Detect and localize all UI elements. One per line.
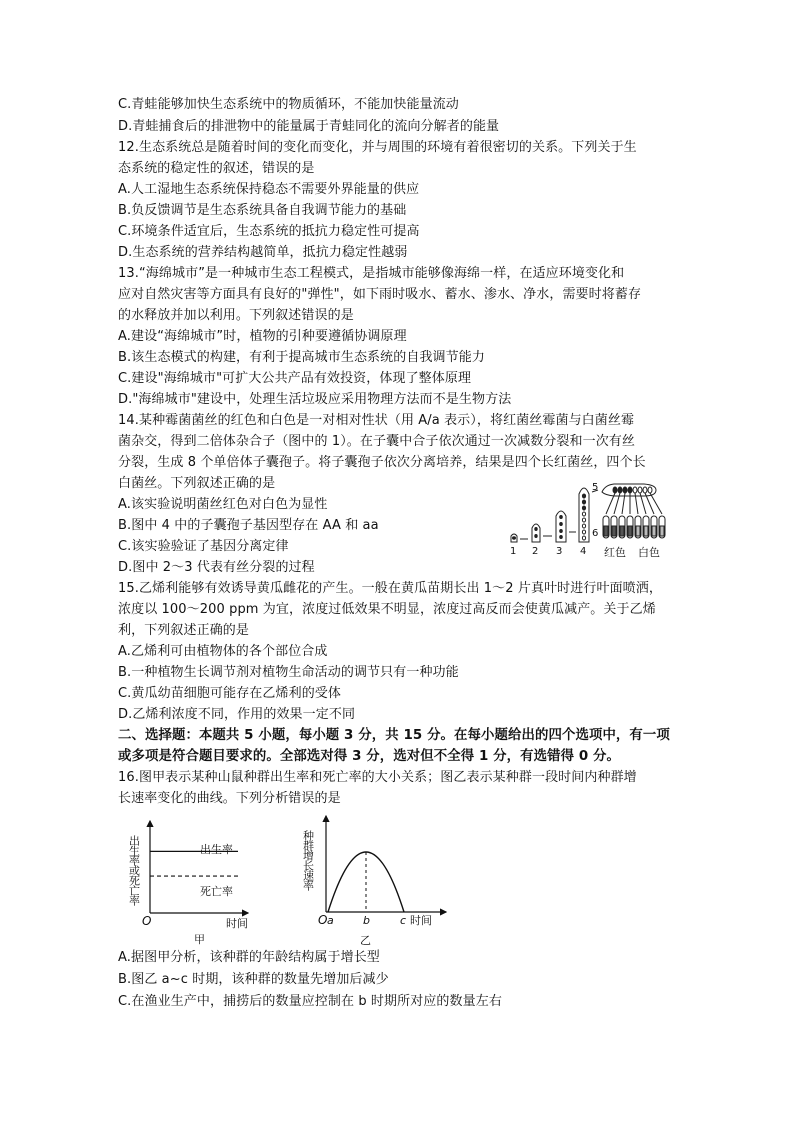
figure-label-2: 2 <box>532 546 539 557</box>
q14-option-a: A.该实验说明菌丝红色对白色为显性 <box>118 497 328 512</box>
q16-option-a: A.据图甲分析，该种群的年龄结构属于增长型 <box>118 950 380 965</box>
q12-option-b: B.负反馈调节是生态系统具备自我调节能力的基础 <box>118 203 407 218</box>
q15-option-a: A.乙烯利可由植物体的各个部位合成 <box>118 644 328 659</box>
q16-stem-line-1: 16.图甲表示某种山鼠种群出生率和死亡率的大小关系；图乙表示某种群一段时间内种群增 <box>118 770 637 785</box>
q11-option-d: D.青蛙捕食后的排泄物中的能量属于青蛙同化的流向分解者的能量 <box>118 119 500 134</box>
figure-label-white: 白色 <box>638 546 660 559</box>
q15-stem-line-3: 利，下列叙述正确的是 <box>118 623 250 638</box>
q16-stem-line-2: 长速率变化的曲线。下列分析错误的是 <box>118 791 341 806</box>
figure-label-6: 6 <box>592 528 599 539</box>
figure-label-4: 4 <box>580 546 587 557</box>
figure-a-caption: 甲 <box>194 933 205 946</box>
figure-a-death-label: 死亡率 <box>200 885 233 898</box>
figure-b-caption: 乙 <box>360 934 371 947</box>
figure-a-birth-death <box>120 815 260 950</box>
q15-option-b: B.一种植物生长调节剂对植物生命活动的调节只有一种功能 <box>118 665 459 680</box>
q15-option-d: D.乙烯利浓度不同，作用的效果一定不同 <box>118 707 356 722</box>
q13-option-d: D."海绵城市"建设中，处理生活垃圾应采用物理方法而不是生物方法 <box>118 392 512 407</box>
figure-b-tick-a: a <box>327 914 334 927</box>
q13-option-c: C.建设"海绵城市"可扩大公共产品有效投资，体现了整体原理 <box>118 371 472 386</box>
q11-option-c: C.青蛙能够加快生态系统中的物质循环，不能加快能量流动 <box>118 97 459 112</box>
q12-stem-line-2: 态系统的稳定性的叙述，错误的是 <box>118 161 315 176</box>
figure-b-y-axis-label: 种群增长速率 <box>301 830 315 890</box>
q16-option-c: C.在渔业生产中，捕捞后的数量应控制在 b 时期所对应的数量左右 <box>118 994 502 1009</box>
q14-stem-line-4: 白菌丝。下列叙述正确的是 <box>118 476 276 491</box>
figure-b-tick-b: b <box>363 914 370 927</box>
figure-a-birth-label: 出生率 <box>200 843 233 856</box>
q13-stem-line-2: 应对自然灾害等方面具有良好的"弹性"，如下雨时吸水、蓄水、渗水、净水，需要时将蓄存 <box>118 287 642 302</box>
q14-option-d: D.图中 2～3 代表有丝分裂的过程 <box>118 560 315 575</box>
q15-option-c: C.黄瓜幼苗细胞可能存在乙烯利的受体 <box>118 686 342 701</box>
q15-stem-line-1: 15.乙烯利能够有效诱导黄瓜雌花的产生。一般在黄瓜苗期长出 1～2 片真叶时进行叶面喷洒， <box>118 581 662 596</box>
q12-option-c: C.环境条件适宜后，生态系统的抵抗力稳定性可提高 <box>118 224 420 239</box>
figure-b-growth-rate <box>300 810 460 950</box>
q13-stem-line-3: 的水释放并加以利用。下列叙述错误的是 <box>118 308 354 323</box>
q16-option-b: B.图乙 a~c 时期，该种群的数量先增加后减少 <box>118 972 389 987</box>
section-2-heading-line-1: 二、选择题：本题共 5 小题，每小题 3 分，共 15 分。在每小题给出的四个选项中，有一项 <box>118 728 670 743</box>
q15-stem-line-2: 浓度以 100～200 ppm 为宜，浓度过低效果不明显，浓度过高反而会使黄瓜减产。关于乙烯 <box>118 602 656 617</box>
section-2-heading-line-2: 或多项是符合题目要求的。全部选对得 3 分，选对但不全得 1 分，有选错得 0 分。 <box>118 749 621 764</box>
ascus-figure <box>506 470 690 562</box>
q13-stem-line-1: 13.“海绵城市”是一种城市生态工程模式，是指城市能够像海绵一样，在适应环境变化和 <box>118 266 625 281</box>
figure-b-tick-c: c <box>400 914 407 927</box>
figure-label-5: 5 <box>592 482 599 493</box>
figure-a-x-axis-label: 时间 <box>226 917 248 930</box>
q12-option-a: A.人工湿地生态系统保持稳态不需要外界能量的供应 <box>118 182 420 197</box>
figure-label-3: 3 <box>556 546 563 557</box>
figure-a-y-axis-label: 出生率或死亡率 <box>127 835 141 905</box>
figure-label-1: 1 <box>510 546 517 557</box>
q12-option-d: D.生态系统的营养结构越简单，抵抗力稳定性越弱 <box>118 245 408 260</box>
q14-option-c: C.该实验验证了基因分离定律 <box>118 539 289 554</box>
q13-option-a: A.建设“海绵城市”时，植物的引种要遵循协调原理 <box>118 329 407 344</box>
q12-stem-line-1: 12.生态系统总是随着时间的变化而变化，并与周围的环境有着很密切的关系。下列关于生 <box>118 140 637 155</box>
figure-b-x-axis-label: 时间 <box>410 914 432 927</box>
figure-b-origin: O <box>318 913 328 927</box>
q14-stem-line-1: 14.某种霉菌菌丝的红色和白色是一对相对性状（用 A/a 表示），将红菌丝霉菌与白菌丝霉 <box>118 413 635 428</box>
figure-label-red: 红色 <box>604 546 626 559</box>
q14-stem-line-2: 菌杂交，得到二倍体杂合子（图中的 1）。在子囊中合子依次通过一次减数分裂和一次有丝 <box>118 434 636 449</box>
figure-a-origin: O <box>142 914 152 928</box>
q14-stem-line-3: 分裂，生成 8 个单倍体子囊孢子。将子囊孢子依次分离培养，结果是四个长红菌丝，四个长 <box>118 455 646 470</box>
q14-option-b: B.图中 4 中的子囊孢子基因型存在 AA 和 aa <box>118 518 379 533</box>
q13-option-b: B.该生态模式的构建，有利于提高城市生态系统的自我调节能力 <box>118 350 485 365</box>
